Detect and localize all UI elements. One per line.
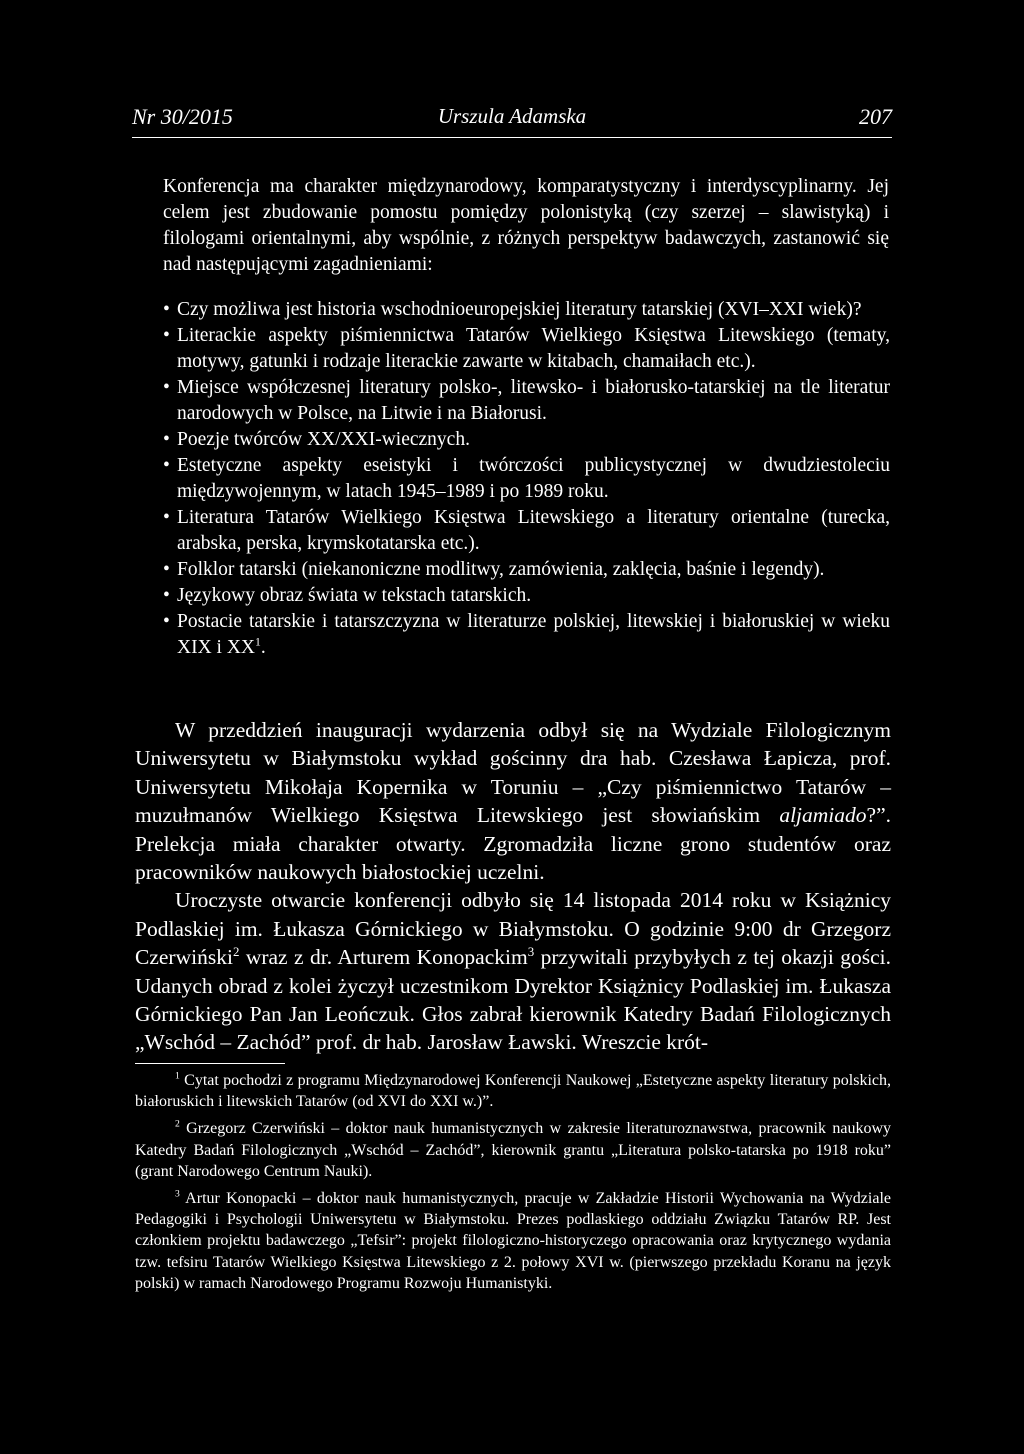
footnote-ref[interactable]: 3 <box>527 945 535 960</box>
bullet-icon: • <box>163 429 170 450</box>
footnote-number: 2 <box>175 1119 180 1131</box>
body-paragraph <box>135 886 891 1056</box>
body-text <box>135 716 891 1057</box>
text-run: Uroczyste otwarcie konferencji odbyło się 14 listopada 2014 roku w Książnicy Podlaskiej im. Łukasza Górnickiego w Białymstoku. O godzinie 9:00 dr Grzegorz Czerwiński <box>135 888 891 970</box>
list-item <box>163 505 890 557</box>
list-item <box>163 323 890 375</box>
running-header <box>132 104 892 138</box>
text-run: przywitali przybyłych z tej okazji gości. Udanych obrad z kolei życzył uczestnikom Dyrektor Książnicy Podlaskiej im. Łukasza Górnickiego Pan Jan Leończuk. Głos zabrał kierownik Katedry Badań Filologicznych „Wschód – Zachód” prof. dr hab. Jarosław Ławski. Wreszcie krót- <box>135 945 891 1055</box>
text-run: wraz z dr. Arturem Konopackim <box>239 945 528 970</box>
text-run: W przeddzień inauguracji wydarzenia odbył się na Wydziale Filologicznym Uniwersytetu w Białymstoku wykład gościnny dra hab. Czesława Łapicza, prof. Uniwersytetu Mikołaja Kopernika w Toruniu – „Czy piśmiennictwo Tatarów – muzułmanów Wielkiego Księstwa Litewskiego jest słowiańskim <box>135 718 891 828</box>
list-item-text: Miejsce współczesnej literatury polsko-, litewsko- i białorusko-tatarskiej na tle literatur narodowych w Polsce, na Litwie i na Białorusi. <box>177 377 890 424</box>
list-item-text: Folklor tatarski (niekanoniczne modlitwy, zamówienia, zaklęcia, baśnie i legendy). <box>177 559 825 580</box>
footnote <box>135 1188 891 1294</box>
list-item <box>163 583 890 609</box>
bullet-icon: • <box>163 377 170 398</box>
list-item-text: Estetyczne aspekty eseistyki i twórczości publicystycznej w dwudziestoleciu międzywojennym, w latach 1945–1989 i po 1989 roku. <box>177 455 890 502</box>
bullet-icon: • <box>163 299 170 320</box>
bullet-icon: • <box>163 325 170 346</box>
footnote-text: Artur Konopacki – doktor nauk humanistycznych, pracuje w Zakładzie Historii Wychowania na Wydziale Pedagogiki i Psychologii Uniwersytetu w Białymstoku. Prezes podlaskiego oddziału Związku Tatarów RP. Jest członkiem projektu badawczego „Tefsir”: projekt filologiczno-historyczego opracowania oraz krytycznego wydania tzw. tefsiru Tatarów Wielkiego Księstwa Litewskiego z 2. połowy XVI w. (pierwszego przekładu Koranu na język polski) w ramach Narodowego Programu Rozwoju Humanistyki. <box>135 1190 891 1292</box>
footnote-number: 3 <box>175 1188 180 1200</box>
body-paragraph <box>135 716 891 886</box>
list-item <box>163 557 890 583</box>
list-item <box>163 375 890 427</box>
italic-term: aljamiado <box>779 803 867 828</box>
intro-text: Konferencja ma charakter międzynarodowy, komparatystyczny i interdyscyplinarny. Jej celem jest zbudowanie pomostu pomiędzy polonistyką (czy szerzej – slawistyką) i filologami orientalnymi, aby wspólnie, z różnych perspektyw badawczych, zastanowić się nad następującymi zagadnieniami: <box>163 176 889 275</box>
list-item-text: Literackie aspekty piśmiennictwa Tatarów Wielkiego Księstwa Litewskiego (tematy, motywy, gatunki i rodzaje literackie zawarte w kitabach, chamaiłach etc.). <box>177 325 890 372</box>
footnote-text: Cytat pochodzi z programu Międzynarodowej Konferencji Naukowej „Estetyczne aspekty literatury polskich, białoruskich i litewskich Tatarów (od XVI do XXI w.)”. <box>135 1072 891 1111</box>
list-item-text: Czy możliwa jest historia wschodnioeuropejskiej literatury tatarskiej (XVI–XXI wiek)? <box>177 299 862 320</box>
footnote-divider <box>135 1063 285 1064</box>
list-item <box>163 427 890 453</box>
footnote-ref[interactable]: 2 <box>232 945 240 960</box>
list-item <box>163 297 890 323</box>
list-item <box>163 453 890 505</box>
intro-paragraph <box>163 174 889 278</box>
header-divider <box>132 137 892 138</box>
footnote <box>135 1118 891 1182</box>
list-item-text: Poezje twórców XX/XXI-wiecznych. <box>177 429 470 450</box>
list-item <box>163 609 890 661</box>
list-item-text: Postacie tatarskie i tatarszczyzna w literaturze polskiej, litewskiej i białoruskiej w wieku XIX i XX <box>177 611 890 658</box>
bullet-icon: • <box>163 455 170 476</box>
bullet-icon: • <box>163 507 170 528</box>
text-run: ?”. Prelekcja miała charakter otwarty. Zgromadziła liczne grono studentów oraz pracowników naukowych białostockiej uczelni. <box>135 803 891 885</box>
bullet-icon: • <box>163 611 170 632</box>
footnotes <box>135 1070 891 1300</box>
list-item-text: Językowy obraz świata w tekstach tatarskich. <box>177 585 532 606</box>
bullet-icon: • <box>163 559 170 580</box>
footnote <box>135 1070 891 1112</box>
issue-number: Nr 30/2015 <box>132 104 233 129</box>
page-number: 207 <box>859 104 892 129</box>
footnote-text: Grzegorz Czerwiński – doktor nauk humanistycznych w zakresie literaturoznawstwa, pracownik naukowy Katedry Badań Filologicznych „Wschód – Zachód”, kierownik grantu „Literatura polsko-tatarska po 1918 roku” (grant Narodowego Centrum Nauki). <box>135 1120 891 1180</box>
footnote-number: 1 <box>175 1070 180 1082</box>
bullet-icon: • <box>163 585 170 606</box>
list-item-text: Literatura Tatarów Wielkiego Księstwa Litewskiego a literatury orientalne (turecka, arabska, perska, krymskotatarska etc.). <box>177 507 890 554</box>
topics-list <box>163 297 890 661</box>
footnote-ref[interactable]: 1 <box>255 635 261 649</box>
list-item-end: . <box>260 637 266 658</box>
author-name: Urszula Adamska <box>437 104 587 128</box>
